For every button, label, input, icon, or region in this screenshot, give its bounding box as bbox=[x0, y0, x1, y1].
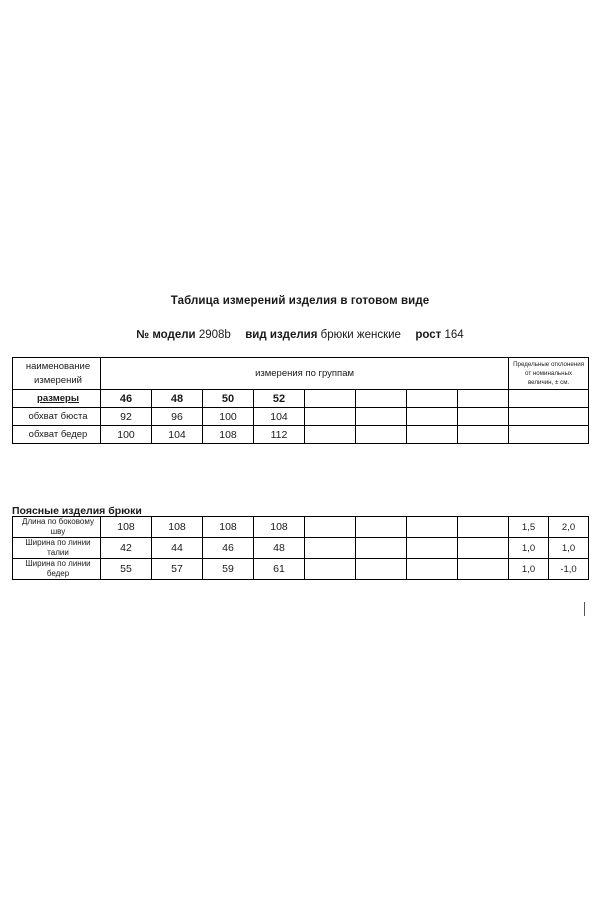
value-cell: 42 bbox=[101, 538, 152, 559]
deviation-cell-1: 1,5 bbox=[509, 517, 549, 538]
value-cell: 44 bbox=[152, 538, 203, 559]
deviation-cell-2: 2,0 bbox=[549, 517, 589, 538]
deviation-cell-2: 1,0 bbox=[549, 538, 589, 559]
table-row bbox=[13, 538, 589, 559]
value-cell bbox=[458, 426, 509, 444]
header-name-line2: измерений bbox=[34, 374, 82, 386]
size-cell bbox=[458, 390, 509, 408]
value-cell: 112 bbox=[254, 426, 305, 444]
product-value: брюки женские bbox=[320, 329, 401, 341]
value-cell bbox=[407, 517, 458, 538]
value-cell bbox=[305, 538, 356, 559]
value-cell: 104 bbox=[254, 408, 305, 426]
table-row bbox=[13, 390, 589, 408]
value-cell: 100 bbox=[101, 426, 152, 444]
page-title: Таблица измерений изделия в готовом виде bbox=[170, 295, 430, 307]
row-label: Ширина по линии бедер bbox=[13, 559, 101, 580]
table-row bbox=[13, 517, 589, 538]
value-cell: 108 bbox=[101, 517, 152, 538]
value-cell bbox=[305, 408, 356, 426]
value-cell bbox=[356, 408, 407, 426]
section-title-trousers: Поясные изделия брюки bbox=[12, 505, 142, 517]
value-cell bbox=[356, 426, 407, 444]
value-cell bbox=[458, 408, 509, 426]
value-cell bbox=[305, 426, 356, 444]
header-name-cell bbox=[13, 358, 101, 390]
value-cell: 46 bbox=[203, 538, 254, 559]
table-row bbox=[13, 559, 589, 580]
height-value: 164 bbox=[444, 329, 464, 341]
deviation-cell-1: 1,0 bbox=[509, 559, 549, 580]
size-cell: 48 bbox=[152, 390, 203, 408]
size-cell: 50 bbox=[203, 390, 254, 408]
value-cell: 57 bbox=[152, 559, 203, 580]
value-cell bbox=[407, 538, 458, 559]
value-cell bbox=[305, 559, 356, 580]
value-cell: 108 bbox=[203, 517, 254, 538]
value-cell: 108 bbox=[203, 426, 254, 444]
table-row bbox=[13, 426, 589, 444]
model-value: 2908b bbox=[198, 329, 231, 341]
header-name-line1: наименование bbox=[25, 360, 91, 372]
row-label: обхват бедер bbox=[13, 426, 101, 444]
value-cell bbox=[356, 538, 407, 559]
deviation-cell-2: -1,0 bbox=[549, 559, 589, 580]
trousers-measurements-table bbox=[12, 516, 589, 580]
value-cell: 55 bbox=[101, 559, 152, 580]
size-cell bbox=[356, 390, 407, 408]
header-groups-cell: измерения по группам bbox=[101, 358, 509, 390]
value-cell: 108 bbox=[254, 517, 305, 538]
deviation-cell bbox=[509, 408, 589, 426]
value-cell: 100 bbox=[203, 408, 254, 426]
value-cell bbox=[356, 559, 407, 580]
measurements-table bbox=[12, 357, 589, 444]
document-subtitle bbox=[0, 329, 600, 341]
row-label: Длина по боковому шву bbox=[13, 517, 101, 538]
value-cell bbox=[407, 426, 458, 444]
row-label: обхват бюста bbox=[13, 408, 101, 426]
value-cell: 92 bbox=[101, 408, 152, 426]
value-cell bbox=[407, 408, 458, 426]
value-cell bbox=[458, 517, 509, 538]
page-edge-mark bbox=[584, 602, 585, 616]
size-cell: 46 bbox=[101, 390, 152, 408]
deviation-cell-1: 1,0 bbox=[509, 538, 549, 559]
deviation-cell bbox=[509, 426, 589, 444]
table-row bbox=[13, 408, 589, 426]
value-cell: 96 bbox=[152, 408, 203, 426]
value-cell bbox=[458, 538, 509, 559]
value-cell bbox=[305, 517, 356, 538]
value-cell: 104 bbox=[152, 426, 203, 444]
model-label: № модели bbox=[136, 329, 196, 341]
product-label: вид изделия bbox=[245, 329, 318, 341]
size-cell: 52 bbox=[254, 390, 305, 408]
value-cell bbox=[356, 517, 407, 538]
row-label: Ширина по линии талии bbox=[13, 538, 101, 559]
size-cell bbox=[305, 390, 356, 408]
value-cell: 61 bbox=[254, 559, 305, 580]
height-label: рост bbox=[415, 329, 442, 341]
value-cell bbox=[407, 559, 458, 580]
value-cell bbox=[458, 559, 509, 580]
sizes-row-label: размеры bbox=[13, 390, 101, 408]
size-cell bbox=[407, 390, 458, 408]
value-cell: 48 bbox=[254, 538, 305, 559]
header-deviation-cell: Предельные отклонения от номинальных величин, ± см. bbox=[509, 358, 589, 390]
value-cell: 108 bbox=[152, 517, 203, 538]
deviation-cell bbox=[509, 390, 589, 408]
value-cell: 59 bbox=[203, 559, 254, 580]
